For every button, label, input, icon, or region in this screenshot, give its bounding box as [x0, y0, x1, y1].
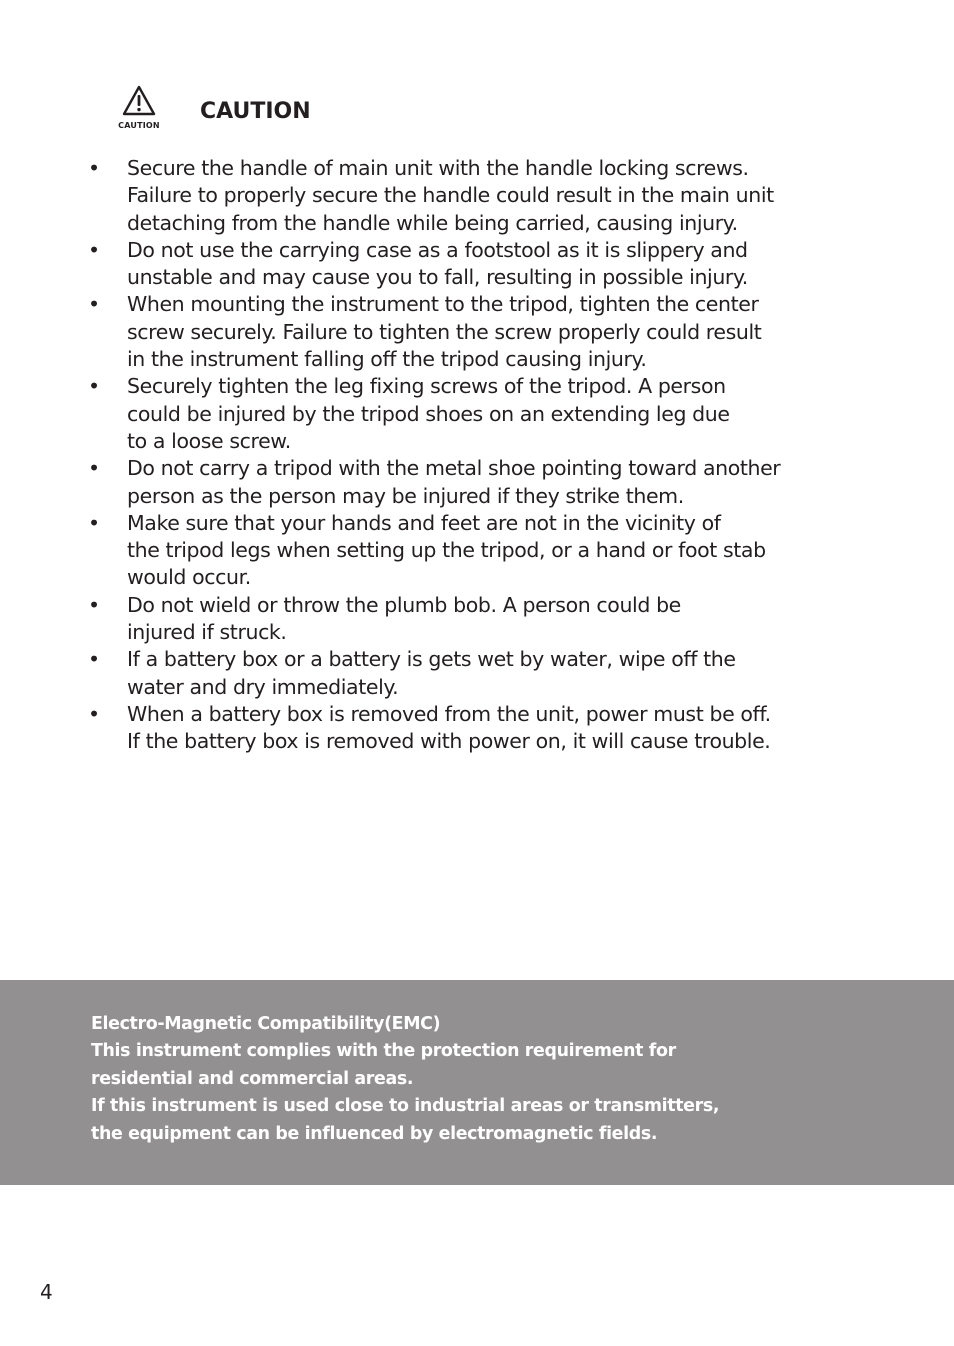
caution-item-text: Secure the handle of main unit with the handle locking screws. Failure to properly secure the handle could result in the main unit detaching from the handle while being carried, causing injury.: [127, 156, 774, 235]
bullet: •: [88, 237, 100, 262]
caution-item-text: Securely tighten the leg fixing screws of the tripod. A person could be injured by the tripod shoes on an extending leg due to a loose screw.: [127, 374, 730, 453]
caution-header: [112, 84, 512, 136]
caution-symbol-label: CAUTION: [118, 121, 160, 130]
caution-item: [88, 510, 848, 592]
bullet: •: [88, 510, 100, 535]
caution-item-text: Do not use the carrying case as a footstool as it is slippery and unstable and may cause you to fall, resulting in possible injury.: [127, 237, 748, 290]
bullet: •: [88, 647, 100, 672]
caution-item-text: When a battery box is removed from the unit, power must be off. If the battery box is removed with power on, it will cause trouble.: [127, 701, 771, 754]
caution-list: [88, 155, 848, 756]
bullet: •: [88, 701, 100, 726]
caution-item: [88, 237, 848, 292]
caution-item-text: If a battery box or a battery is gets wet by water, wipe off the water and dry immediately.: [127, 647, 736, 699]
bullet: •: [88, 592, 100, 617]
caution-item: [88, 646, 848, 701]
caution-item-text: When mounting the instrument to the tripod, tighten the center screw securely. Failure to tighten the screw properly could result in the instrument falling off the tripod causing injury.: [127, 292, 762, 372]
caution-item-text: Do not wield or throw the plumb bob. A person could be injured if struck.: [127, 592, 681, 645]
caution-item: [88, 155, 848, 237]
bullet: •: [88, 292, 100, 317]
caution-symbol: [112, 84, 168, 136]
caution-item: [88, 701, 848, 756]
warning-triangle-icon: [121, 84, 157, 118]
caution-item: [88, 291, 848, 373]
caution-item: [88, 455, 848, 510]
caution-item-text: Make sure that your hands and feet are not in the vicinity of the tripod legs when setting up the tripod, or a hand or foot stab would occur.: [127, 510, 766, 590]
caution-title: CAUTION: [200, 99, 311, 124]
caution-item-text: Do not carry a tripod with the metal shoe pointing toward another person as the person may be injured if they strike them.: [127, 456, 781, 508]
emc-notice-text: Electro-Magnetic Compatibility(EMC) This instrument complies with the protection requirement for residential and commercial areas. If this instrument is used close to industrial areas or transmitters, the equipment can be influenced by electromagnetic fields.: [91, 1014, 720, 1144]
bullet: •: [88, 156, 100, 180]
bullet: •: [88, 374, 100, 399]
emc-notice-box: [0, 980, 954, 1185]
page-number: 4: [40, 1280, 53, 1304]
caution-item: [88, 592, 848, 647]
bullet: •: [88, 456, 100, 481]
caution-item: [88, 373, 848, 455]
